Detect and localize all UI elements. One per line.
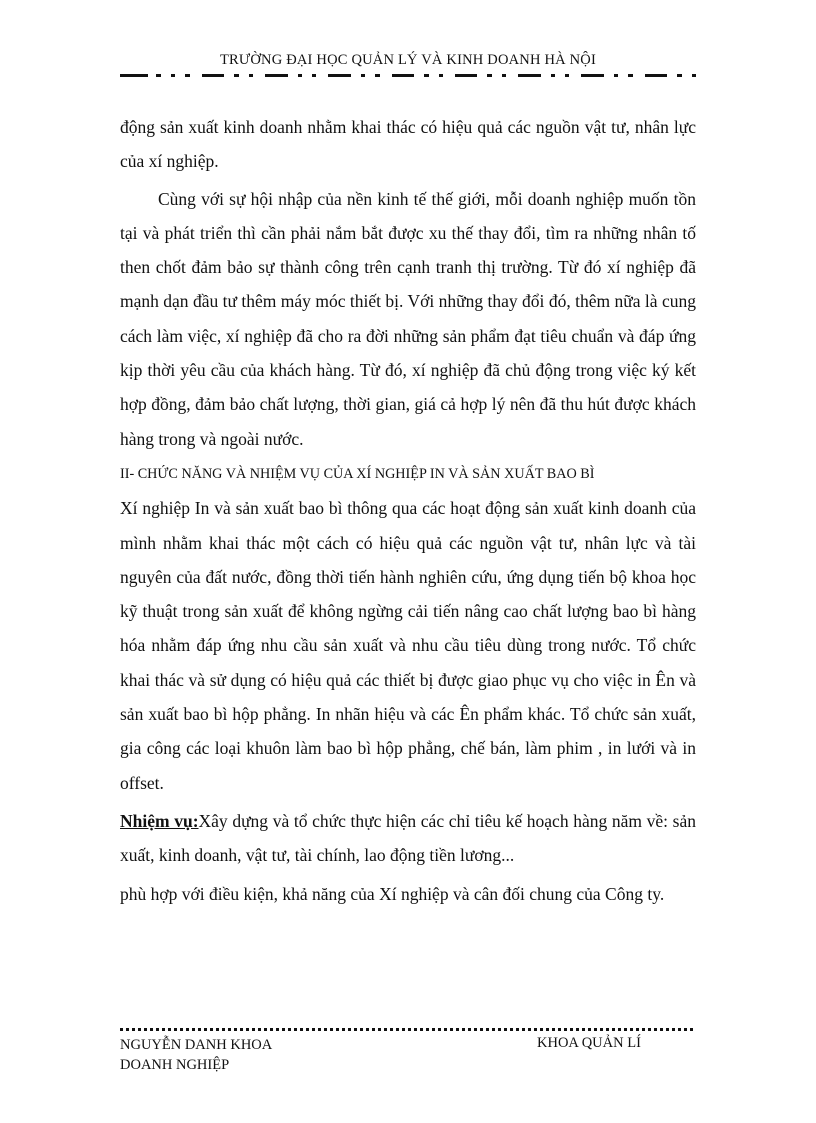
paragraph-continuation: động sản xuất kinh doanh nhằm khai thác có hiệu quả các nguồn vật tư, nhân lực của xí nghiệp. bbox=[120, 117, 696, 172]
page-body bbox=[120, 110, 696, 911]
footer-author bbox=[120, 1035, 272, 1075]
footer-department: KHOA QUẢN LÍ bbox=[537, 1035, 641, 1051]
section-heading: II- CHỨC NĂNG VÀ NHIỆM VỤ CỦA XÍ NGHIỆP IN VÀ SẢN XUẤT BAO BÌ bbox=[120, 465, 595, 482]
footer-author-line2: DOANH NGHIỆP bbox=[120, 1057, 230, 1073]
page-header-title: TRƯỜNG ĐẠI HỌC QUẢN LÝ VÀ KINH DOANH HÀ NỘI bbox=[219, 52, 596, 68]
paragraph-tasks-cont: phù hợp với điều kiện, khả năng của Xí nghiệp và cân đối chung của Công ty. bbox=[120, 883, 665, 904]
footer-author-line1: NGUYỄN DANH KHOA bbox=[120, 1037, 273, 1053]
task-label: Nhiệm vụ: bbox=[120, 810, 199, 831]
task-text: Xây dựng và tổ chức thực hiện các chỉ tiêu kế hoạch hàng năm về: sản xuất, kinh doanh, vật tư, tài chính, lao động tiền lương... bbox=[120, 810, 696, 866]
paragraph-functions-text: Xí nghiệp In và sản xuất bao bì thông qua các hoạt động sản xuất kinh doanh của mình nhằm khai thác một cách có hiệu quả các nguồn vật tư, nhân lực và tài nguyên của đất nước, đồng thời tiến hành nghiên cứu, ứng dụng tiến bộ khoa học kỹ thuật trong sản xuất để không ngừng cải tiến nâng cao chất lượng bao bì hàng hóa nhằm đáp ứng nhu cầu sản xuất và nhu cầu tiêu dùng trong nước. Tổ chức khai thác và sử dụng có hiệu quả các thiết bị được giao phục vụ cho việc in Ên và sản xuất bao bì hộp phẳng. In nhãn hiệu và các Ên phẩm khác. Tổ chức sản xuất, gia công các loại khuôn làm bao bì hộp phẳng, chế bán, làm phim , in lưới và in offset. bbox=[120, 498, 696, 793]
footer-divider bbox=[120, 1028, 693, 1031]
paragraph-tasks bbox=[120, 804, 696, 873]
paragraph-functions bbox=[120, 491, 696, 800]
header-divider bbox=[120, 73, 696, 77]
paragraph-integration: Cùng với sự hội nhập của nền kinh tế thế giới, mỗi doanh nghiệp muốn tồn tại và phát triển thì cần phải nắm bắt được xu thế thay đổi, tìm ra những nhân tố then chốt đảm bảo sự thành công trên cạnh tranh thị trường. Từ đó xí nghiệp đã mạnh dạn đầu tư thêm máy móc thiết bị. Với những thay đổi đó, thêm nữa là cung cách làm việc, xí nghiệp đã cho ra đời những sản phẩm đạt tiêu chuẩn và đáp ứng kịp thời yêu cầu của khách hàng. Từ đó, xí nghiệp đã chủ động trong việc ký kết hợp đồng, đảm bảo chất lượng, thời gian, giá cả hợp lý nên đã thu hút được khách hàng trong và ngoài nước. bbox=[120, 188, 696, 449]
